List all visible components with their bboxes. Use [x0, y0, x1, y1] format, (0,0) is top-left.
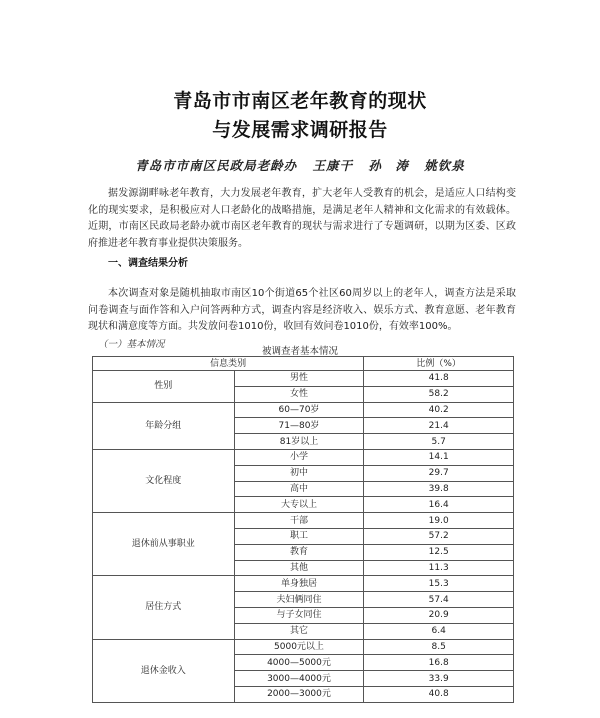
ratio-cell: 19.0: [364, 513, 514, 529]
category-cell: 文化程度: [93, 449, 235, 512]
item-cell: 其它: [234, 623, 364, 639]
category-cell: 居住方式: [93, 576, 235, 639]
ratio-cell: 57.2: [364, 528, 514, 544]
author-name: 孙 涛: [368, 158, 409, 173]
ratio-cell: 16.4: [364, 497, 514, 513]
item-cell: 初中: [234, 465, 364, 481]
item-cell: 2000—3000元: [234, 686, 364, 702]
ratio-cell: 21.4: [364, 418, 514, 434]
category-cell: 退休前从事职业: [93, 513, 235, 576]
item-cell: 60—70岁: [234, 402, 364, 418]
item-cell: 71—80岁: [234, 418, 364, 434]
item-cell: 81岁以上: [234, 434, 364, 450]
ratio-cell: 11.3: [364, 560, 514, 576]
item-cell: 4000—5000元: [234, 655, 364, 671]
author-name: 姚钦泉: [424, 158, 465, 173]
ratio-cell: 29.7: [364, 465, 514, 481]
table-row: [93, 576, 514, 592]
item-cell: 大专以上: [234, 497, 364, 513]
ratio-cell: 40.2: [364, 402, 514, 418]
ratio-cell: 15.3: [364, 576, 514, 592]
item-cell: 与子女同住: [234, 607, 364, 623]
ratio-cell: 8.5: [364, 639, 514, 655]
item-cell: 夫妇俩同住: [234, 592, 364, 608]
item-cell: 单身独居: [234, 576, 364, 592]
table-header-row: [93, 357, 514, 371]
table-row: [93, 402, 514, 418]
item-cell: 高中: [234, 481, 364, 497]
document-title-line-1: 青岛市市南区老年教育的现状: [173, 90, 427, 112]
table-body: [93, 371, 514, 703]
table-row: [93, 371, 514, 387]
item-cell: 职工: [234, 528, 364, 544]
intro-paragraph: 据发源湖畔咏老年教育，大力发展老年教育，扩大老年人受教育的机会，是适应人口结构变化的现实要求，是积极应对人口老龄化的战略措施，是满足老年人精神和文化需求的有效载体。近期，市南区民政局老龄办就市南区老年教育的现状与需求进行了专题调研，以期为区委、区政府推进老年教育事业提供决策服务。: [88, 188, 516, 249]
header-ratio: 比例（%）: [364, 357, 514, 371]
table-row: [93, 639, 514, 655]
ratio-cell: 39.8: [364, 481, 514, 497]
category-cell: 年龄分组: [93, 402, 235, 449]
item-cell: 3000—4000元: [234, 671, 364, 687]
ratio-cell: 40.8: [364, 686, 514, 702]
category-cell: 性别: [93, 371, 235, 403]
section-heading: 一、调查结果分析: [108, 258, 188, 269]
item-cell: 女性: [234, 386, 364, 402]
ratio-cell: 33.9: [364, 671, 514, 687]
ratio-cell: 16.8: [364, 655, 514, 671]
ratio-cell: 57.4: [364, 592, 514, 608]
table-row: [93, 449, 514, 465]
subsection-heading: （一）基本情况: [98, 339, 165, 350]
ratio-cell: 5.7: [364, 434, 514, 450]
ratio-cell: 41.8: [364, 371, 514, 387]
method-paragraph: 本次调查对象是随机抽取市南区10个街道65个社区60周岁以上的老年人，调查方法是采取问卷调查与面作答和入户问答两种方式，调查内容是经济收入、娱乐方式、教育意愿、老年教育现状和满意度等方面。共发放问卷1010份，收回有效问卷1010份，有效率100%。: [88, 288, 516, 332]
ratio-cell: 20.9: [364, 607, 514, 623]
ratio-cell: 58.2: [364, 386, 514, 402]
item-cell: 干部: [234, 513, 364, 529]
category-cell: 退休金收入: [93, 639, 235, 702]
ratio-cell: 12.5: [364, 544, 514, 560]
ratio-cell: 14.1: [364, 449, 514, 465]
table-row: [93, 513, 514, 529]
author-name: 王康干: [312, 158, 354, 173]
document-title-line-2: 与发展需求调研报告: [212, 119, 388, 141]
ratio-cell: 6.4: [364, 623, 514, 639]
author-org: 青岛市市南区民政局老龄办: [135, 158, 298, 173]
item-cell: 其他: [234, 560, 364, 576]
item-cell: 5000元以上: [234, 639, 364, 655]
table-caption: 被调查者基本情况: [261, 346, 338, 357]
basic-info-table: [92, 356, 514, 703]
author-line: [0, 156, 600, 174]
item-cell: 男性: [234, 371, 364, 387]
item-cell: 小学: [234, 449, 364, 465]
item-cell: 教育: [234, 544, 364, 560]
header-category: 信息类别: [93, 357, 364, 371]
